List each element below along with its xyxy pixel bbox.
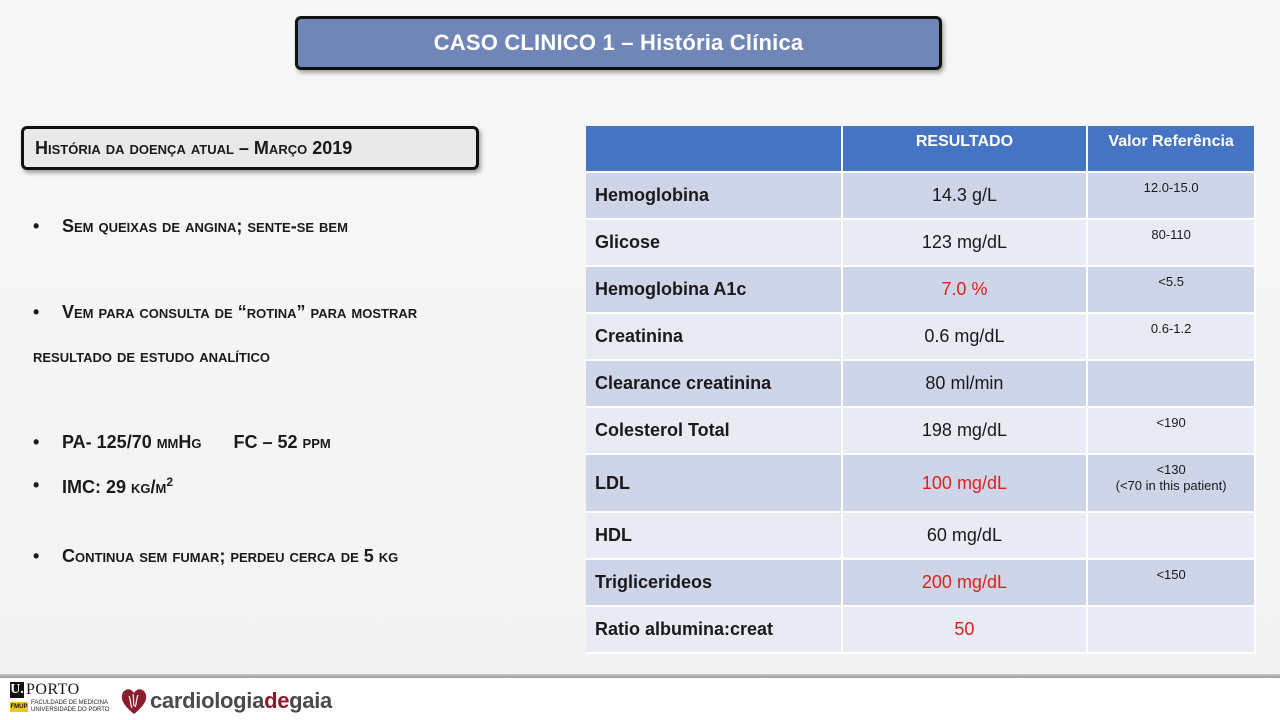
result-value: 100 mg/dL [842,454,1088,512]
reference-value-cell [1087,360,1255,407]
cardiologiadegaia-logo [120,684,332,718]
lab-results-table [586,126,1256,654]
fmup-badge: FMUP [10,704,28,710]
table-row [586,219,1255,266]
bullet-vitals [33,432,331,453]
analyte-name: Triglicerideos [586,559,842,606]
result-value: 123 mg/dL [842,219,1088,266]
result-value: 198 mg/dL [842,407,1088,454]
bullet-dot: • [33,432,40,452]
reference-value-cell [1087,172,1255,219]
heart-rate-text: FC – 52 ppm [233,432,331,452]
imc-superscript: 2 [166,475,174,489]
bullet-angina [33,216,348,237]
analyte-name: Colesterol Total [586,407,842,454]
result-value: 60 mg/dL [842,512,1088,559]
header-resultado: RESULTADO [842,126,1088,172]
cardiologiadegaia-text [150,688,332,714]
reference-value-cell [1087,266,1255,313]
reference-value-cell [1087,313,1255,360]
bullet-angina-text: Sem queixas de angina; sente-se bem [62,216,348,236]
table-row [586,407,1255,454]
faculdade-line2: UNIVERSIDADE DO PORTO [31,707,110,713]
reference-value-cell [1087,512,1255,559]
bullet-dot: • [33,475,40,495]
faculdade-line1: FACULDADE DE MEDICINA [31,700,109,706]
faculdade-text [31,700,109,714]
blood-pressure-text: PA- 125/70 mmHg [62,432,202,452]
imc-text: IMC: 29 kg/m [62,477,167,497]
section-heading [21,126,479,170]
reference-value: 0.6-1.2 [1150,321,1192,336]
reference-note: (<70 in this patient) [1115,478,1227,493]
reference-value: <5.5 [1158,274,1184,289]
slide-title: CASO CLINICO 1 – História Clínica [295,16,942,70]
table-row [586,313,1255,360]
reference-value: 12.0-15.0 [1143,180,1199,195]
reference-value: <190 [1156,415,1186,430]
bullet-consulta-text-line2: resultado de estudo analítico [33,346,270,366]
reference-value: <130 [1156,462,1186,477]
table-row [586,266,1255,313]
table-row [586,454,1255,512]
result-value: 0.6 mg/dL [842,313,1088,360]
bullet-dot: • [33,216,40,236]
result-value: 50 [842,606,1088,653]
analyte-name: Ratio albumina:creat [586,606,842,653]
analyte-name: Glicose [586,219,842,266]
reference-value-cell [1087,559,1255,606]
footer-divider [0,674,1280,678]
cardio-part3: gaia [289,688,332,713]
reference-value: <150 [1156,567,1186,582]
table-header-row [586,126,1255,172]
cardio-part2: de [264,688,290,713]
analyte-name: LDL [586,454,842,512]
analyte-name: Hemoglobina A1c [586,266,842,313]
uporto-logo [10,682,120,718]
analyte-name: Creatinina [586,313,842,360]
section-heading-text: História da doença atual – Março 2019 [35,137,353,158]
cardio-part1: cardiologia [150,688,265,713]
bullet-fumar-text: Continua sem fumar; perdeu cerca de 5 kg [62,546,399,566]
bullet-consulta-line2 [33,346,270,367]
table-row [586,559,1255,606]
table-row [586,606,1255,653]
heart-icon [120,686,148,716]
result-value: 7.0 % [842,266,1088,313]
analyte-name: Clearance creatinina [586,360,842,407]
bullet-fumar [33,546,399,567]
bullet-imc [33,475,174,498]
analyte-name: Hemoglobina [586,172,842,219]
lab-table-body [586,172,1255,653]
bullet-consulta-text-line1: Vem para consulta de “rotina” para mostrar [62,302,418,322]
bullet-dot: • [33,302,40,322]
result-value: 80 ml/min [842,360,1088,407]
uporto-u-mark: U. [10,682,24,697]
reference-value-cell [1087,407,1255,454]
table-row [586,360,1255,407]
analyte-name: HDL [586,512,842,559]
bullet-consulta [33,302,418,323]
reference-value-cell [1087,454,1255,512]
header-analyte [586,126,842,172]
result-value: 200 mg/dL [842,559,1088,606]
header-valor-referencia: Valor Referência [1087,126,1255,172]
uporto-porto-text: PORTO [26,681,80,698]
bullet-dot: • [33,546,40,566]
result-value: 14.3 g/L [842,172,1088,219]
table-row [586,512,1255,559]
reference-value-cell [1087,606,1255,653]
reference-value: 80-110 [1151,227,1191,242]
reference-value-cell [1087,219,1255,266]
table-row [586,172,1255,219]
